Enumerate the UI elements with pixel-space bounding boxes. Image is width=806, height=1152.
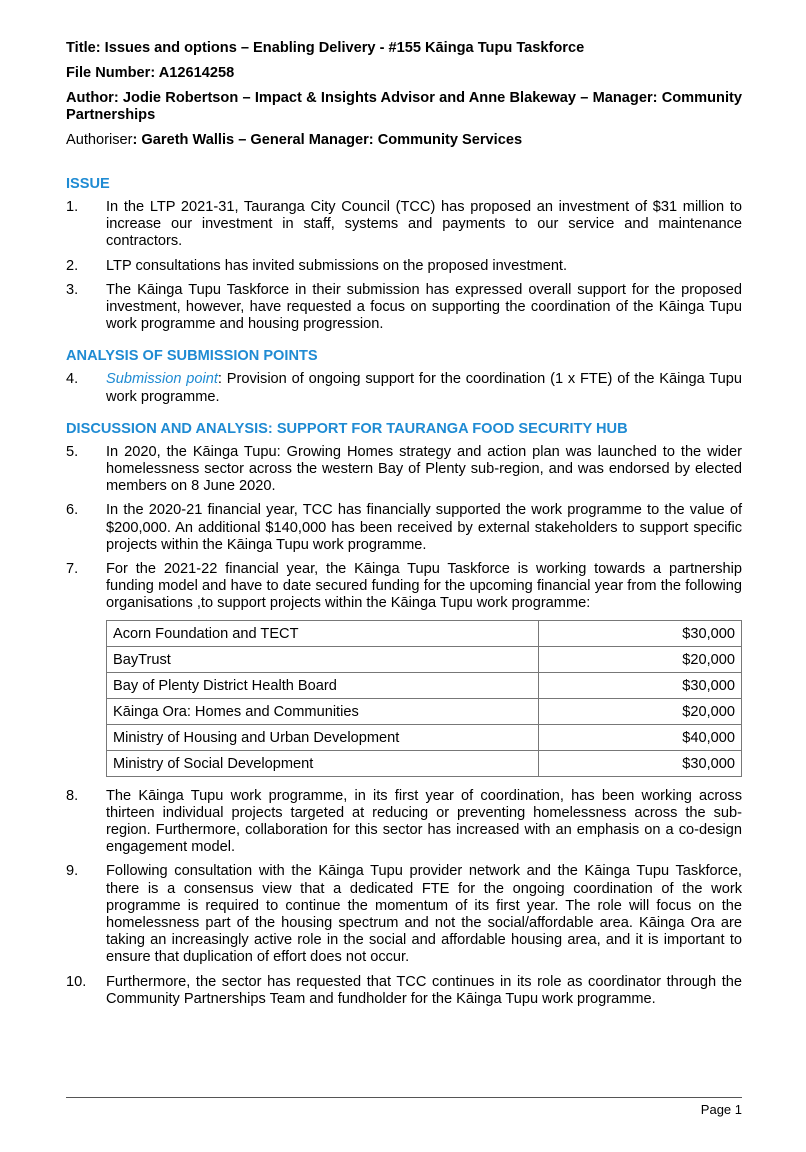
list-item: 2. LTP consultations has invited submissions on the proposed investment.: [66, 257, 568, 274]
issue-heading: ISSUE: [66, 176, 110, 192]
list-item: 3. The Kāinga Tupu Taskforce in their submission has expressed overall support for the proposed investment, however, have requested a focus on supporting the coordination of the Kāinga Tupu work programme and housing progression.: [66, 281, 742, 333]
page-number: Page 1: [700, 1102, 742, 1117]
table-row: BayTrust $20,000: [107, 646, 742, 672]
list-item: 4. Submission point: Provision of ongoing support for the coordination (1 x FTE) of the Kāinga Tupu work programme.: [66, 371, 743, 405]
document-page: [66, 40, 742, 1015]
table-row: Bay of Plenty District Health Board $30,000: [107, 672, 742, 698]
submission-point-label: Submission point: [106, 371, 218, 388]
analysis-heading: ANALYSIS OF SUBMISSION POINTS: [66, 348, 318, 365]
discussion-heading: DISCUSSION AND ANALYSIS: SUPPORT FOR TAURANGA FOOD SECURITY HUB: [66, 420, 628, 437]
page-footer: [66, 1097, 742, 1117]
table-row: Acorn Foundation and TECT $30,000: [107, 620, 742, 646]
list-item: 8. The Kāinga Tupu work programme, in its first year of coordination, has been working across thirteen individual projects targeted at reducing or preventing homelessness across the sub-region. Furthermore, collaboration for this sector has increased with an emphasis on a co-design engagement model.: [66, 787, 742, 856]
file-number: File Number: A12614258: [66, 65, 235, 81]
list-item: 10. Furthermore, the sector has requested that TCC continues in its role as coordinator through the Community Partnerships Team and fundholder for the Kāinga Tupu work programme.: [66, 973, 742, 1007]
list-item: 1. In the LTP 2021-31, Tauranga City Council (TCC) has proposed an investment of $31 million to increase our investment in staff, systems and payments to our service and maintenance contractors.: [66, 199, 742, 250]
table-row: Ministry of Housing and Urban Development $40,000: [107, 724, 742, 750]
list-item: 6. In the 2020-21 financial year, TCC has financially supported the work programme to the value of $200,000. An additional $140,000 has been received by external stakeholders to support specific projects within the Kāinga Tupu work programme.: [66, 502, 742, 553]
author: Author: Jodie Robertson – Impact & Insights Advisor and Anne Blakeway – Manager: Community Partnerships: [66, 90, 742, 123]
table-row: Kāinga Ora: Homes and Communities $20,000: [107, 698, 742, 724]
funding-table: [106, 620, 742, 777]
doc-title: Title: Issues and options – Enabling Delivery - #155 Kāinga Tupu Taskforce: [66, 40, 585, 56]
list-item: 5. In 2020, the Kāinga Tupu: Growing Homes strategy and action plan was launched to the wider homelessness sector across the western Bay of Plenty sub-region, and was endorsed by elected members on 8 June 2020.: [66, 443, 742, 495]
authoriser: Authoriser: Gareth Wallis – General Manager: Community Services: [66, 132, 523, 148]
list-item: 7. For the 2021-22 financial year, the Kāinga Tupu Taskforce is working towards a partnership funding model and have to date secured funding for the upcoming financial year from the following organisations ,to support projects within the Kāinga Tupu work programme:: [66, 561, 742, 612]
table-row: Ministry of Social Development $30,000: [107, 750, 742, 776]
list-item: 9. Following consultation with the Kāinga Tupu provider network and the Kāinga Tupu Taskforce, there is a consensus view that a dedicated FTE for the ongoing coordination of the work programme is required to continue the momentum of its first year. The role will focus on the homelessness part of the housing spectrum and not the social/affordable area. Kāinga Ora are taking an increasingly active role in the social and affordable housing area, and it is important to ensure that duplication of effort does not occur.: [66, 863, 742, 966]
